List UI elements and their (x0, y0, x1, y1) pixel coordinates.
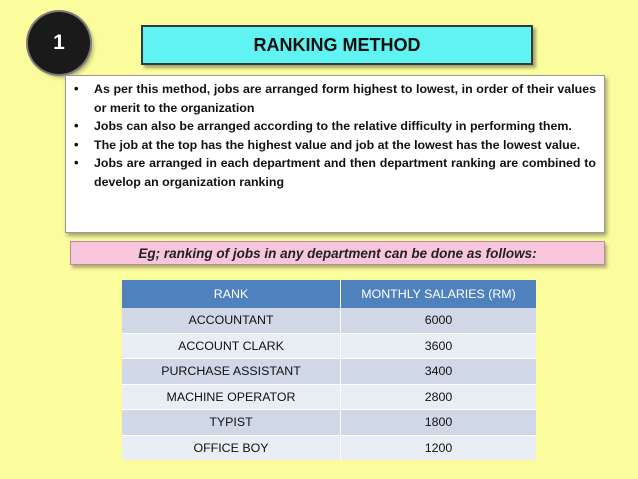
job-title-cell: PURCHASE ASSISTANT (122, 359, 341, 385)
bullet-text: The job at the top has the highest value and job at the lowest has the lowest value. (94, 137, 581, 152)
column-header-rank: RANK (122, 280, 341, 308)
salary-cell: 3400 (341, 359, 537, 385)
bullet-item (74, 136, 596, 155)
bullet-dot-icon: • (74, 118, 79, 133)
bullet-dot-icon: • (74, 81, 79, 96)
bullet-text: As per this method, jobs are arranged form highest to lowest, in order of their values or merit to the organization (94, 82, 596, 115)
job-title-cell: TYPIST (122, 410, 341, 436)
bullet-dot-icon: • (74, 155, 79, 170)
table-row (122, 333, 536, 359)
job-title-cell: MACHINE OPERATOR (122, 384, 341, 410)
salary-cell: 3600 (341, 333, 537, 359)
example-text: Eg; ranking of jobs in any department can be done as follows: (138, 245, 537, 261)
salary-cell: 1800 (341, 410, 537, 436)
bullet-text: Jobs are arranged in each department and then department ranking are combined to develop an organization ranking (94, 156, 596, 189)
example-banner (70, 241, 605, 265)
salary-cell: 1200 (341, 435, 537, 460)
table-row (122, 435, 536, 460)
bullet-text: Jobs can also be arranged according to the relative difficulty in performing them. (94, 119, 572, 133)
job-title-cell: ACCOUNTANT (122, 308, 341, 333)
slide-title: RANKING METHOD (253, 34, 421, 55)
slide-number: 1 (53, 31, 65, 54)
job-title-cell: ACCOUNT CLARK (122, 333, 341, 359)
bullet-list (65, 75, 605, 233)
table-row (122, 308, 536, 333)
table-header-row (122, 280, 536, 308)
ranking-table (122, 280, 536, 460)
salary-cell: 2800 (341, 384, 537, 410)
bullet-item (74, 80, 596, 117)
title-box (141, 25, 533, 65)
bullet-dot-icon: • (74, 136, 79, 152)
table-row (122, 359, 536, 385)
bullet-item (74, 117, 596, 136)
salary-cell: 6000 (341, 308, 537, 333)
table-row (122, 410, 536, 436)
column-header-salary: MONTHLY SALARIES (RM) (341, 280, 537, 308)
job-title-cell: OFFICE BOY (122, 435, 341, 460)
table-row (122, 384, 536, 410)
slide-number-badge (28, 12, 90, 74)
bullet-item (74, 154, 596, 191)
